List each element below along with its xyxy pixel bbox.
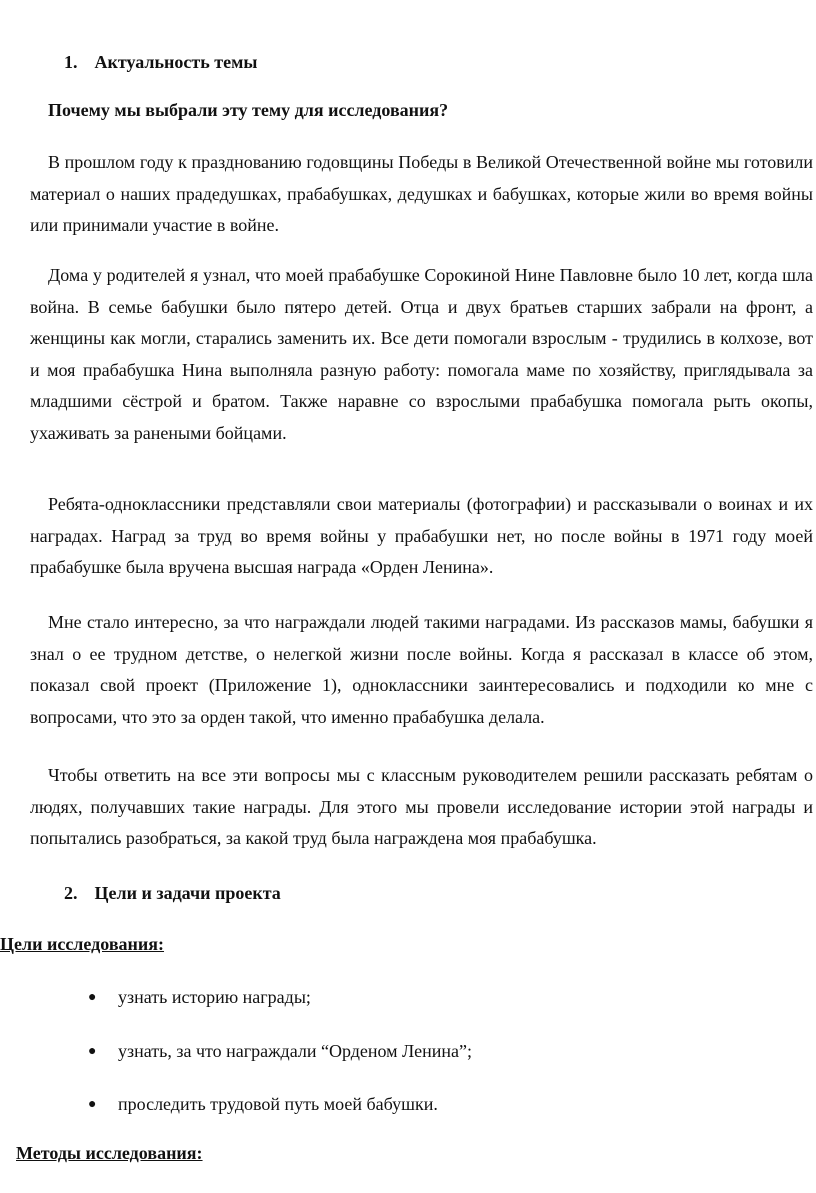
- subheading-why: Почему мы выбрали эту тему для исследования?: [48, 100, 449, 120]
- list-item: [88, 1094, 438, 1115]
- list-item: [88, 987, 311, 1008]
- heading-goals-text: Цели и задачи проекта: [94, 883, 281, 903]
- paragraph-5: Чтобы ответить на все эти вопросы мы с классным руководителем решили рассказать ребятам о людях, получавших такие награды. Для этого мы провели исследование истории этой награды и попытались разобраться, за какой труд была награждена моя прабабушка.: [30, 765, 813, 849]
- paragraph-2: Дома у родителей я узнал, что моей прабабушке Сорокиной Нине Павловне было 10 лет, когда шла война. В семье бабушки было пятеро детей. Отца и двух братьев старших забрали на фронт, а женщины как могли, старались заменить их. Все дети помогали взрослым - трудились в колхозе, вот и моя прабабушка Нина выполняла разную работу: помогала маме по хозяйству, приглядывала за младшими сёстрой и братом. Также наравне со взрослыми прабабушка помогала рыть окопы, ухаживать за ранеными бойцами.: [30, 265, 813, 443]
- goals-title: Цели исследования:: [0, 934, 165, 954]
- heading-actuality: [64, 52, 257, 73]
- goal-text: узнать историю награды;: [118, 987, 311, 1007]
- paragraph-4: Мне стало интересно, за что награждали людей такими наградами. Из рассказов мамы, бабушки я знал о ее трудном детстве, о нелегкой жизни после войны. Когда я рассказал в классе об этом, показал свой проект (Приложение 1), одноклассники заинтересовались и подходили ко мне с вопросами, что это за орден такой, что именно прабабушка делала.: [30, 612, 813, 727]
- heading-actuality-text: Актуальность темы: [94, 52, 258, 72]
- methods-title: Методы исследования:: [16, 1143, 203, 1163]
- heading-goals-tasks: [64, 883, 281, 904]
- paragraph-3: Ребята-одноклассники представляли свои материалы (фотографии) и рассказывали о воинах и их наградах. Наград за труд во время войны у прабабушки нет, но после войны в 1971 году моей прабабушке была вручена высшая награда «Орден Ленина».: [30, 494, 813, 578]
- heading-goals-number: 2.: [64, 883, 78, 903]
- bullet-icon: ●: [88, 1097, 97, 1112]
- paragraph-1: В прошлом году к празднованию годовщины Победы в Великой Отечественной войне мы готовили материал о наших прадедушках, прабабушках, дедушках и бабушках, которые жили во время войны или принимали участие в войне.: [30, 152, 813, 236]
- heading-actuality-number: 1.: [64, 52, 78, 72]
- goal-text: проследить трудовой путь моей бабушки.: [118, 1094, 438, 1114]
- bullet-icon: ●: [88, 1044, 97, 1059]
- goal-text: узнать, за что награждали “Орденом Ленина”;: [118, 1041, 473, 1061]
- bullet-icon: ●: [88, 990, 97, 1005]
- list-item: [88, 1041, 472, 1062]
